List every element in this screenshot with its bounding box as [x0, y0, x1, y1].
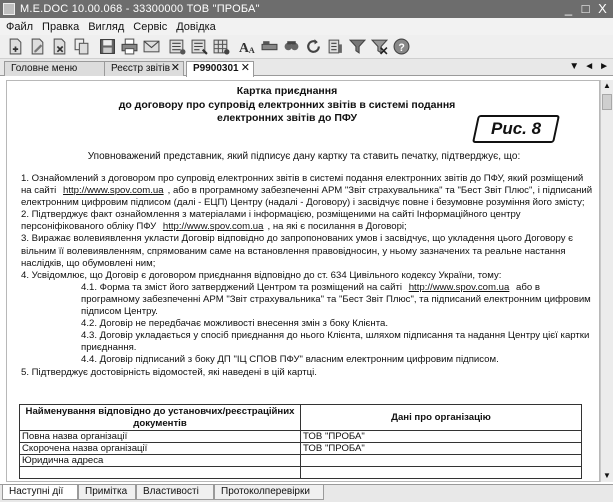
paragraph-3: 3. Виражає волевиявлення укласти Договір відповідно до запропонованих умов і засвідчує, що укладення цього Договору є вільним її волевиявленням, спрямованим саме на встановлення правовідносин, у ньому зазначених та реальне настання наслідків, що обумовлені ним; — [21, 233, 574, 269]
tab-properties[interactable]: Властивості — [136, 485, 214, 500]
field-value[interactable]: ТОВ "ПРОБА" — [301, 443, 582, 455]
close-icon[interactable]: ✕ — [170, 62, 180, 74]
scroll-up-icon[interactable]: ▲ — [603, 81, 611, 90]
site-link[interactable]: http://www.spov.com.ua — [63, 185, 164, 197]
tab-main-menu[interactable] — [4, 61, 120, 76]
tab-list-icon[interactable]: ▼ — [569, 61, 580, 72]
tab-navigation — [569, 61, 609, 72]
document-page — [6, 80, 600, 482]
field-value[interactable]: ТОВ "ПРОБА" — [301, 431, 582, 443]
paragraph-4-2: 4.2. Договір не передбачає можливості внесення змін з боку Клієнта. — [81, 318, 389, 330]
column-header: Дані про організацію — [301, 405, 582, 431]
tab-label: P9900301 — [193, 63, 239, 74]
tab-label: Головне меню — [11, 63, 78, 74]
column-header: Найменування відповідно до установчих/реєстраційних документів — [20, 405, 301, 431]
columns-icon[interactable] — [326, 38, 344, 56]
tab-reports-registry[interactable] — [104, 61, 184, 76]
send-icon[interactable] — [142, 38, 160, 56]
site-link[interactable]: http://www.spov.com.ua — [162, 221, 264, 233]
close-icon[interactable]: ✕ — [240, 62, 250, 74]
menu-service[interactable]: Сервіс — [133, 20, 168, 33]
document-body — [21, 173, 595, 379]
tab-note[interactable]: Примітка — [78, 485, 136, 500]
table-row — [20, 443, 582, 455]
table-header-row — [20, 405, 582, 431]
table-row — [20, 455, 582, 467]
svg-text:A: A — [238, 39, 249, 55]
scroll-thumb[interactable] — [602, 94, 612, 110]
add-document-icon[interactable] — [6, 38, 24, 56]
tab-next-actions[interactable]: Наступні дії — [2, 485, 78, 500]
menu-edit[interactable]: Правка — [42, 20, 80, 33]
field-label: Юридична адреса — [20, 455, 301, 467]
svg-text:A: A — [248, 44, 255, 55]
save-icon[interactable] — [98, 38, 116, 56]
minimize-button[interactable]: _ — [564, 1, 573, 16]
help-icon[interactable] — [392, 38, 410, 56]
paragraph-2: 2. Підтверджує факт ознайомлення з матеріалами і інформацією, розміщеними на сайті Інформаційного центру персоніфікованого обліку ПФУ http://www.spov.com.ua , на які є посилання в Договорі; — [21, 209, 521, 233]
ruler-icon[interactable] — [260, 38, 278, 56]
window-controls — [561, 1, 610, 16]
report-icon[interactable] — [190, 38, 208, 56]
toolbar — [0, 35, 613, 59]
font-icon[interactable] — [238, 38, 256, 56]
svg-text:?: ? — [397, 41, 405, 54]
field-value[interactable] — [301, 455, 582, 467]
list-icon[interactable] — [168, 38, 186, 56]
menu-file[interactable]: Файл — [6, 20, 34, 33]
table-row — [20, 431, 582, 443]
table-icon[interactable] — [212, 38, 230, 56]
vertical-scrollbar[interactable] — [600, 80, 613, 482]
field-value[interactable] — [301, 467, 582, 479]
copy-document-icon[interactable] — [72, 38, 90, 56]
edit-document-icon[interactable] — [28, 38, 46, 56]
paragraph-4: 4. Усвідомлює, що Договір є договором приєднання відповідно до ст. 634 Цивільного кодексу України, тому: — [21, 269, 502, 281]
paragraph-4-1: 4.1. Форма та зміст його затверджений Центром та розміщений на сайті http://www.spov.com.ua або в програмному забезпеченні АРМ "Звіт страхувальника" та "Бест Звіт Плюс", та підписаний електронним цифровим підписом Центру. — [81, 281, 591, 318]
maximize-button[interactable]: □ — [581, 1, 590, 16]
refresh-icon[interactable] — [304, 38, 322, 56]
tab-p9900301[interactable] — [186, 61, 254, 77]
app-icon — [3, 3, 15, 15]
field-label: Повна назва організації — [20, 431, 301, 443]
organization-table — [19, 404, 582, 479]
document-tabs — [0, 59, 613, 76]
filter-icon[interactable] — [348, 38, 366, 56]
menu-view[interactable]: Вигляд — [88, 20, 125, 33]
site-link[interactable]: http://www.spov.com.ua — [408, 281, 510, 293]
field-label: Скорочена назва організації — [20, 443, 301, 455]
delete-document-icon[interactable] — [50, 38, 68, 56]
figure-label: Рис. 8 — [472, 115, 560, 143]
tab-prev-icon[interactable]: ◄ — [584, 61, 595, 72]
find-icon[interactable] — [282, 38, 300, 56]
document-title: Картка приєднання до договору про супровід електронних звітів в системі подання електронних звітів до ПФУ — [118, 85, 456, 124]
menu-bar — [0, 18, 613, 35]
tab-check-protocol[interactable]: Протоколперевірки — [214, 485, 324, 500]
field-label — [20, 467, 301, 479]
tab-label: Реєстр звітів — [111, 63, 171, 74]
paragraph-1: 1. Ознайомлений з договором про супровід електронних звітів в системі подання електронних звітів до ПФУ, який розміщений на сайті http://www.spov.com.ua , або в програмному забезпеченні АРМ "Звіт страхувальника" та "Бест Звіт Плюс", і підписаний електронним цифровим підписом (далі - ЕЦП) Центру (надалі - Договору) і засвідчує повне і безумовне розуміння його змісту; — [21, 173, 593, 209]
clear-filter-icon[interactable] — [370, 38, 388, 56]
paragraph-4-4: 4.4. Договір підписаний з боку ДП "ІЦ СПОВ ПФУ" власним електронним цифровим підписом. — [81, 354, 499, 366]
print-icon[interactable] — [120, 38, 138, 56]
menu-help[interactable]: Довідка — [176, 20, 216, 33]
tab-next-icon[interactable]: ► — [599, 61, 609, 72]
table-row — [20, 467, 582, 479]
bottom-tabs — [0, 484, 613, 502]
close-window-button[interactable]: X — [598, 1, 607, 16]
paragraph-5: 5. Підтверджує достовірність відомостей, які наведені в цій картці. — [21, 366, 317, 378]
intro-text: Уповноважений представник, який підписує дану картку та ставить печатку, підтверджує, що: — [87, 151, 521, 162]
window-title: M.E.DOC 10.00.068 - 33300000 ТОВ "ПРОБА" — [20, 3, 260, 15]
paragraph-4-3: 4.3. Договір укладається у спосіб приєднання до нього Клієнта, шляхом підписання та надання Центру цієї картки приєднання. — [81, 330, 590, 354]
scroll-down-icon[interactable]: ▼ — [603, 471, 611, 480]
window-titlebar — [0, 0, 613, 18]
